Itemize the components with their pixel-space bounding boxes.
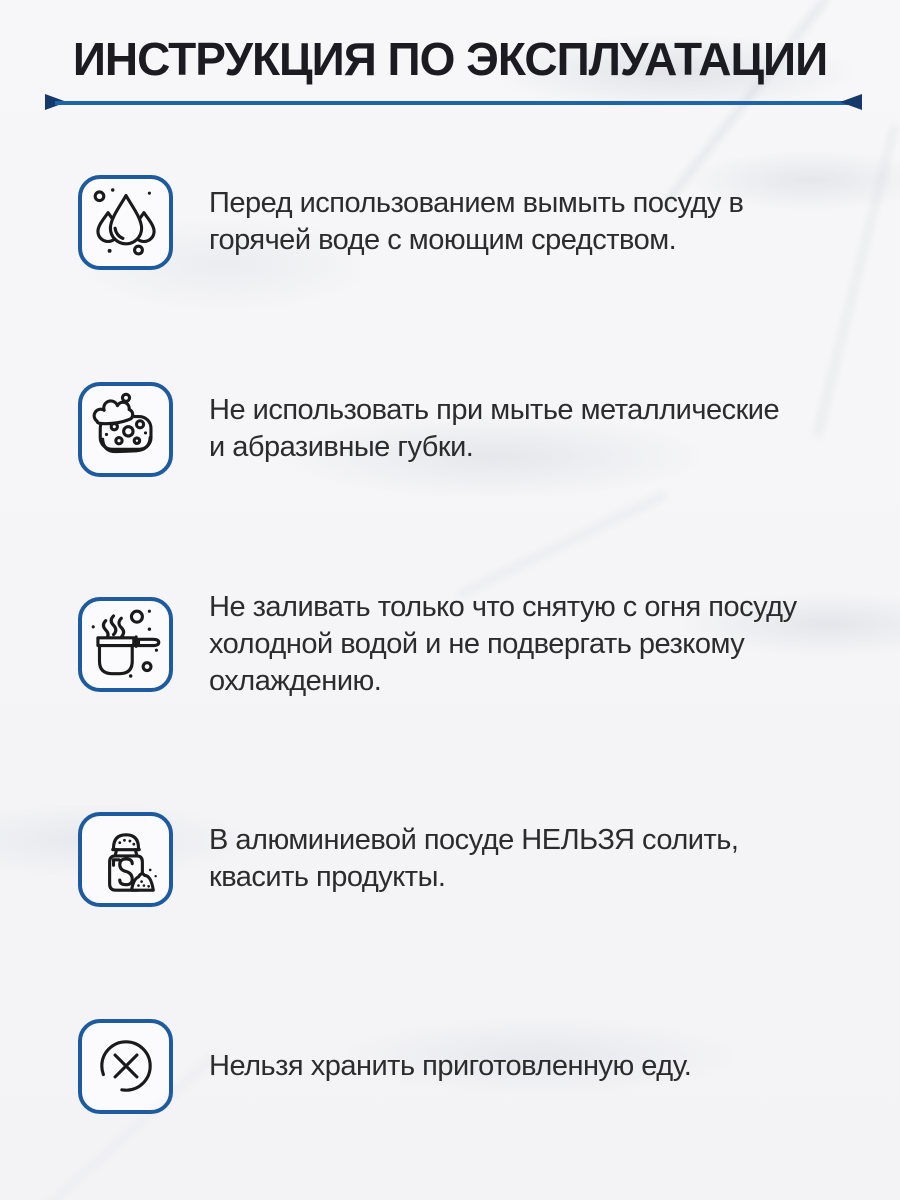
instruction-row-no-storage (78, 1019, 860, 1114)
water-drops-icon (87, 183, 165, 261)
icon-frame (78, 812, 173, 907)
header (0, 0, 900, 111)
instruction-text: Нельзя хранить приготовленную еду. (209, 1049, 692, 1082)
title-divider (45, 94, 862, 111)
instruction-row-sponge (78, 382, 860, 477)
salt-shaker-icon (87, 820, 165, 898)
instruction-list (0, 175, 900, 1114)
instruction-row-salt (78, 812, 860, 907)
instruction-row-hot-pan (78, 589, 860, 700)
icon-frame (78, 382, 173, 477)
icon-frame (78, 597, 173, 692)
instruction-text: Не заливать только что снятую с огня посуду холодной водой и не подвергать резкому охлаждению. (209, 590, 797, 697)
instruction-text: В алюминиевой посуде НЕЛЬЗЯ солить, квасить продукты. (209, 824, 739, 894)
instruction-row-wash (78, 175, 860, 270)
icon-frame (78, 1019, 173, 1114)
divider-right-arrow (840, 94, 862, 110)
instruction-text: Не использовать при мытье металлические и абразивные губки. (209, 394, 780, 464)
icon-frame (78, 175, 173, 270)
page-title: ИНСТРУКЦИЯ ПО ЭКСПЛУАТАЦИИ (72, 33, 828, 85)
sponge-icon (87, 390, 165, 468)
divider-line (55, 101, 852, 105)
instruction-text: Перед использованием вымыть посуду в горячей воде с моющим средством. (209, 187, 744, 257)
no-storage-icon (87, 1027, 165, 1105)
hot-pan-steam-icon (87, 605, 165, 683)
